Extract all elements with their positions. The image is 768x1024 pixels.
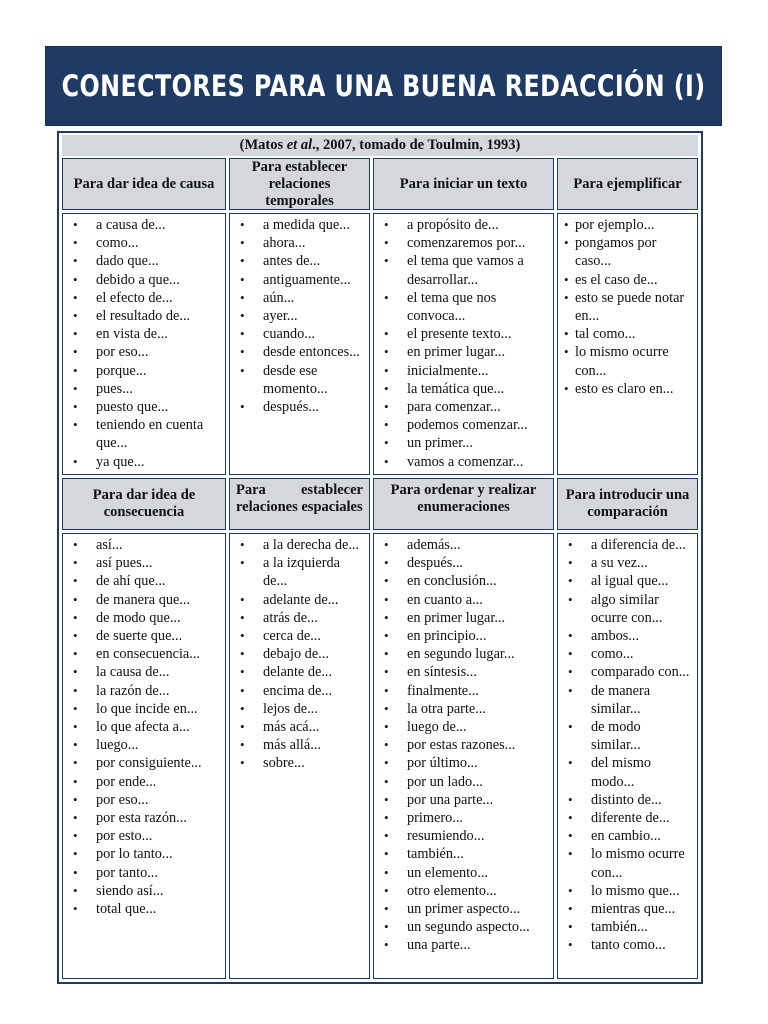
list-item: • después...: [380, 554, 549, 572]
list-item: • el presente texto...: [380, 325, 549, 343]
list-item: • inicialmente...: [380, 362, 549, 380]
list-item: • un segundo aspecto...: [380, 918, 549, 936]
list-item: • lo mismo que...: [564, 882, 693, 900]
list-item: • de modo que...: [69, 609, 221, 627]
list-item: • lo que incide en...: [69, 700, 221, 718]
list-item: • por último...: [380, 754, 549, 772]
list-comparacion: [557, 533, 698, 979]
list-item: • distinto de...: [564, 791, 693, 809]
list-item: • tanto como...: [564, 936, 693, 954]
list-item: • mientras que...: [564, 900, 693, 918]
list-item: • en segundo lugar...: [380, 645, 549, 663]
list-item: • total que...: [69, 900, 221, 918]
list-item: • además...: [380, 536, 549, 554]
list-item: • por eso...: [69, 343, 221, 361]
list-item: • también...: [564, 918, 693, 936]
list-item: • en principio...: [380, 627, 549, 645]
list-item: • antes de...: [236, 252, 365, 270]
list-causa: [62, 213, 226, 475]
list-item: • lejos de...: [236, 700, 365, 718]
list-item: • el tema que vamos a desarrollar...: [380, 252, 549, 288]
list-item: • el tema que nos convoca...: [380, 289, 549, 325]
list-item: • antiguamente...: [236, 271, 365, 289]
list-item: • por esto...: [69, 827, 221, 845]
list-item: • dado que...: [69, 252, 221, 270]
list-item: • cuando...: [236, 325, 365, 343]
list-item: • un elemento...: [380, 864, 549, 882]
list-item: • desde entonces...: [236, 343, 365, 361]
list-item: • primero...: [380, 809, 549, 827]
list-item: • a medida que...: [236, 216, 365, 234]
header-espaciales: Para establecer relaciones espaciales: [229, 478, 370, 530]
list-item: • en cambio...: [564, 827, 693, 845]
list-item: • por esta razón...: [69, 809, 221, 827]
list-item: • por tanto...: [69, 864, 221, 882]
list-item: • la temática que...: [380, 380, 549, 398]
list-iniciar-items: [380, 216, 549, 471]
header-comparacion: Para introducir una comparación: [557, 478, 698, 530]
list-item: • la otra parte...: [380, 700, 549, 718]
list-item: • por una parte...: [380, 791, 549, 809]
list-item: • así pues...: [69, 554, 221, 572]
list-item: • teniendo en cuenta que...: [69, 416, 221, 452]
list-item: • de manera similar...: [564, 682, 693, 718]
list-item: • luego...: [69, 736, 221, 754]
connectors-table: [57, 131, 703, 984]
list-item: • puesto que...: [69, 398, 221, 416]
list-item: • a la izquierda de...: [236, 554, 365, 590]
list-item: • debido a que...: [69, 271, 221, 289]
list-item: • siendo así...: [69, 882, 221, 900]
list-item: • a la derecha de...: [236, 536, 365, 554]
list-item: • pues...: [69, 380, 221, 398]
list-item: • vamos a comenzar...: [380, 453, 549, 471]
list-item: • finalmente...: [380, 682, 549, 700]
header-iniciar: Para iniciar un texto: [373, 158, 554, 210]
list-item: • por ende...: [69, 773, 221, 791]
list-item: • podemos comenzar...: [380, 416, 549, 434]
list-item: • por estas razones...: [380, 736, 549, 754]
connectors-grid: [62, 158, 698, 979]
list-item: • algo similar ocurre con...: [564, 591, 693, 627]
list-item: • en síntesis...: [380, 663, 549, 681]
list-item: • por un lado...: [380, 773, 549, 791]
header-causa: Para dar idea de causa: [62, 158, 226, 210]
list-item: • una parte...: [380, 936, 549, 954]
list-item: • en conclusión...: [380, 572, 549, 590]
list-item: • luego de...: [380, 718, 549, 736]
source-prefix: (Matos: [239, 137, 287, 153]
list-item: • ahora...: [236, 234, 365, 252]
list-item: • otro elemento...: [380, 882, 549, 900]
list-espaciales-items: [236, 536, 365, 773]
list-item: • el efecto de...: [69, 289, 221, 307]
list-item: • como...: [69, 234, 221, 252]
list-item: • aún...: [236, 289, 365, 307]
list-item: • atrás de...: [236, 609, 365, 627]
list-item: • debajo de...: [236, 645, 365, 663]
header-ejemplificar: Para ejemplificar: [557, 158, 698, 210]
header-consecuencia: Para dar idea de consecuencia: [62, 478, 226, 530]
list-iniciar: [373, 213, 554, 475]
list-item: • encima de...: [236, 682, 365, 700]
list-item: • al igual que...: [564, 572, 693, 590]
list-ejemplificar: [557, 213, 698, 475]
list-item: • de manera que...: [69, 591, 221, 609]
list-item: • ya que...: [69, 453, 221, 471]
list-temporales: [229, 213, 370, 475]
list-item: • de ahí que...: [69, 572, 221, 590]
list-item: • en consecuencia...: [69, 645, 221, 663]
list-item: • para comenzar...: [380, 398, 549, 416]
list-item: • resumiendo...: [380, 827, 549, 845]
list-item: • ayer...: [236, 307, 365, 325]
title-banner: [45, 46, 722, 126]
list-comparacion-items: [564, 536, 693, 955]
list-consecuencia-items: [69, 536, 221, 918]
list-ejemplificar-items: [564, 216, 693, 398]
list-item: • a su vez...: [564, 554, 693, 572]
list-item: • ambos...: [564, 627, 693, 645]
list-item: • de modo similar...: [564, 718, 693, 754]
list-item: • porque...: [69, 362, 221, 380]
list-item: • cerca de...: [236, 627, 365, 645]
list-item: • esto se puede notar en...: [564, 289, 693, 325]
list-item: • lo mismo ocurre con...: [564, 343, 693, 379]
list-item: • en primer lugar...: [380, 609, 549, 627]
list-item: • a propósito de...: [380, 216, 549, 234]
list-item: • sobre...: [236, 754, 365, 772]
list-causa-items: [69, 216, 221, 471]
page-title: CONECTORES PARA UNA BUENA REDACCIÓN (I): [61, 69, 706, 103]
list-item: • más allá...: [236, 736, 365, 754]
list-item: • delante de...: [236, 663, 365, 681]
list-consecuencia: [62, 533, 226, 979]
list-item: • a causa de...: [69, 216, 221, 234]
list-item: • a diferencia de...: [564, 536, 693, 554]
list-item: • desde ese momento...: [236, 362, 365, 398]
list-item: • como...: [564, 645, 693, 663]
list-enumeraciones: [373, 533, 554, 979]
list-item: • por consiguiente...: [69, 754, 221, 772]
list-item: • la causa de...: [69, 663, 221, 681]
list-espaciales: [229, 533, 370, 979]
list-item: • es el caso de...: [564, 271, 693, 289]
list-item: • adelante de...: [236, 591, 365, 609]
list-item: • esto es claro en...: [564, 380, 693, 398]
list-item: • en vista de...: [69, 325, 221, 343]
list-item: • por eso...: [69, 791, 221, 809]
list-item: • comparado con...: [564, 663, 693, 681]
list-item: • también...: [380, 845, 549, 863]
list-item: • de suerte que...: [69, 627, 221, 645]
list-item: • tal como...: [564, 325, 693, 343]
list-enumeraciones-items: [380, 536, 549, 955]
list-item: • comenzaremos por...: [380, 234, 549, 252]
list-item: • diferente de...: [564, 809, 693, 827]
list-item: • un primer...: [380, 434, 549, 452]
list-item: • la razón de...: [69, 682, 221, 700]
list-temporales-items: [236, 216, 365, 416]
list-item: • el resultado de...: [69, 307, 221, 325]
list-item: • lo que afecta a...: [69, 718, 221, 736]
list-item: • del mismo modo...: [564, 754, 693, 790]
list-item: • por ejemplo...: [564, 216, 693, 234]
table-source-caption: [62, 135, 698, 156]
list-item: • un primer aspecto...: [380, 900, 549, 918]
list-item: • lo mismo ocurre con...: [564, 845, 693, 881]
list-item: • más acá...: [236, 718, 365, 736]
list-item: • por lo tanto...: [69, 845, 221, 863]
list-item: • en cuanto a...: [380, 591, 549, 609]
header-temporales: Para establecer relaciones temporales: [229, 158, 370, 210]
list-item: • en primer lugar...: [380, 343, 549, 361]
header-enumeraciones: Para ordenar y realizar enumeraciones: [373, 478, 554, 530]
list-item: • pongamos por caso...: [564, 234, 693, 270]
source-italic: et al: [286, 137, 313, 153]
list-item: • así...: [69, 536, 221, 554]
source-suffix: ., 2007, tomado de Toulmin, 1993): [312, 137, 521, 153]
list-item: • después...: [236, 398, 365, 416]
